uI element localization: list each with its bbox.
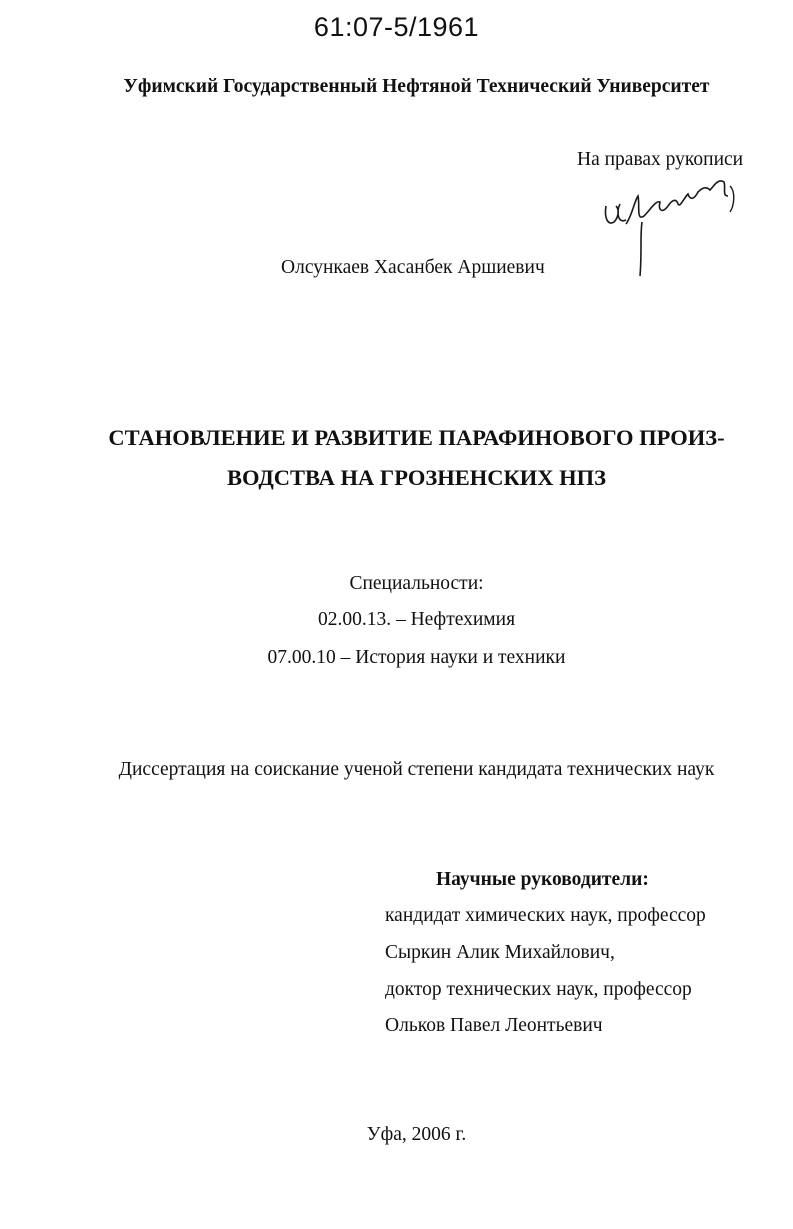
place-year: Уфа, 2006 г. (366, 1124, 467, 1145)
supervisor-line: Сыркин Алик Михайлович, (385, 942, 615, 963)
catalog-code: 61:07-5/1961 (313, 12, 480, 42)
dissertation-title (0, 418, 793, 498)
title-line: ВОДСТВА НА ГРОЗНЕНСКИХ НПЗ (226, 465, 607, 490)
rights-note: На правах рукописи (577, 149, 744, 170)
university-name: Уфимский Государственный Нефтяной Технический Университет (123, 76, 710, 97)
specialty-item: 07.00.10 – История науки и техники (267, 647, 566, 668)
specialties-heading: Специальности: (349, 573, 484, 594)
degree-statement: Диссертация на соискание ученой степени кандидата технических наук (118, 759, 715, 780)
signature-icon (598, 176, 748, 280)
supervisors-heading: Научные руководители: (436, 869, 649, 890)
supervisor-line: доктор технических наук, профессор (385, 979, 692, 1000)
author-name: Олсункаев Хасанбек Аршиевич (281, 257, 545, 278)
specialty-item: 02.00.13. – Нефтехимия (317, 609, 516, 630)
supervisor-line: Ольков Павел Леонтьевич (385, 1015, 603, 1036)
title-line: СТАНОВЛЕНИЕ И РАЗВИТИЕ ПАРАФИНОВОГО ПРОИЗ- (108, 425, 725, 450)
supervisor-line: кандидат химических наук, профессор (385, 905, 706, 926)
